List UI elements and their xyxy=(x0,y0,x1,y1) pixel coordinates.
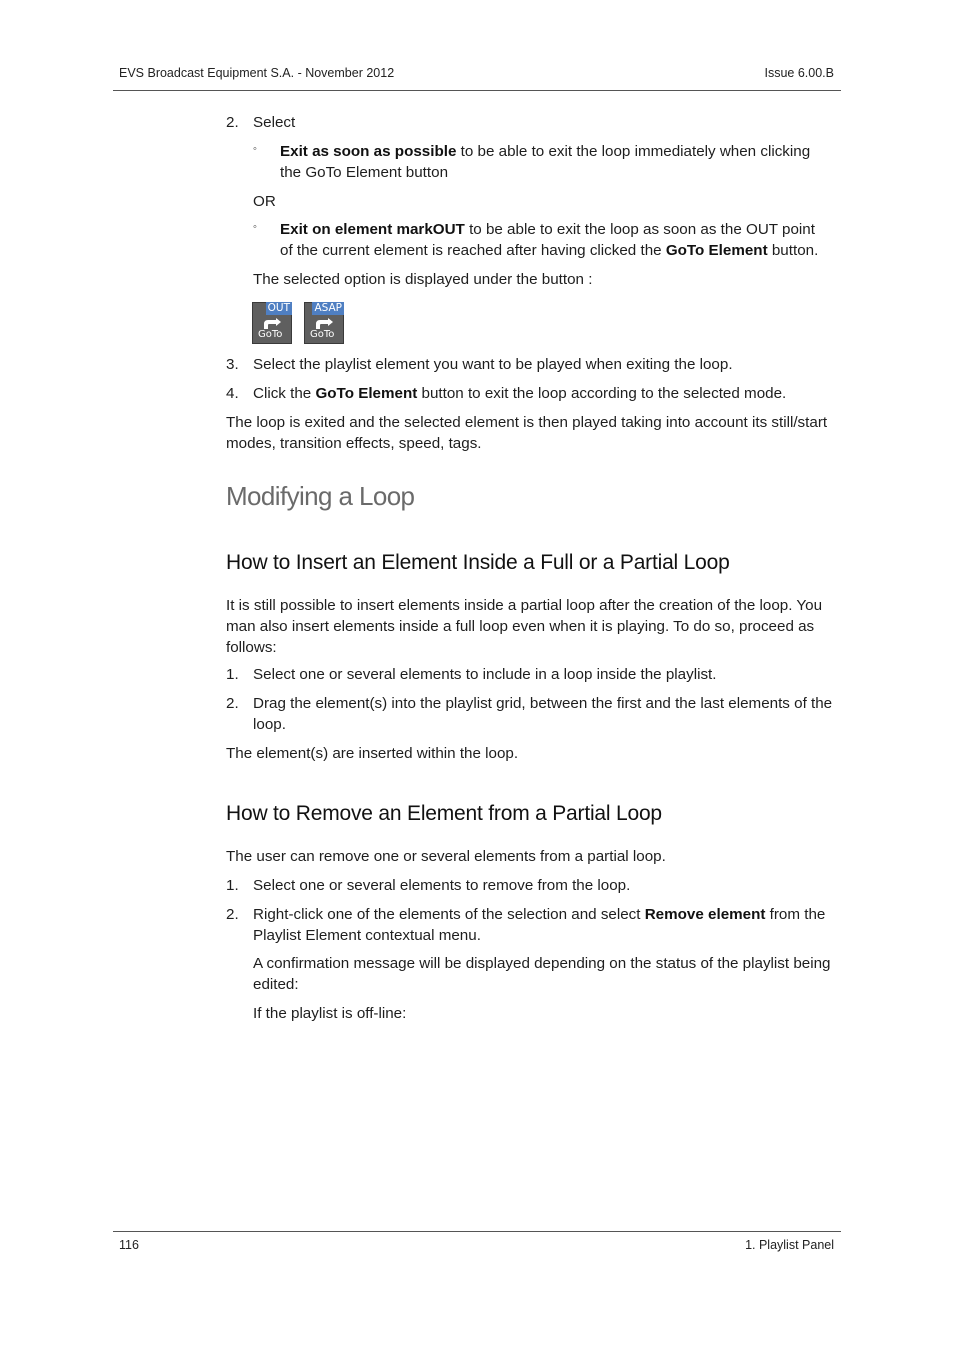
paragraph-line: A confirmation message will be displayed depending on the status of the playlist being xyxy=(253,955,831,972)
paragraph-line: Drag the element(s) into the playlist grid, between the first and the last elements of the xyxy=(253,695,833,712)
remove-intro: The user can remove one or several elements from a partial loop. xyxy=(226,848,666,865)
goto-element-bold: GoTo Element xyxy=(315,385,418,402)
section-title: Modifying a Loop xyxy=(226,481,415,511)
paragraph-line: It is still possible to insert elements inside a partial loop after the creation of the loop. You xyxy=(226,597,823,614)
insert-intro xyxy=(226,595,851,658)
goto-out-button xyxy=(252,302,292,344)
option-markout-bold: Exit on element markOUT xyxy=(280,221,465,238)
goto-element-bold: GoTo Element xyxy=(665,242,768,259)
paragraph-line: Playlist Element contextual menu. xyxy=(253,927,481,944)
paragraph-line: man also insert elements inside a full loop even when it is playing. To do so, proceed as xyxy=(226,618,815,635)
goto-label: GoTo xyxy=(310,329,335,340)
paragraph-line: modes, transition effects, speed, tags. xyxy=(226,435,482,452)
footer-section: 1. Playlist Panel xyxy=(745,1238,834,1252)
goto-label: GoTo xyxy=(258,329,283,340)
step-text: Select one or several elements to remove from the loop. xyxy=(253,877,631,894)
bullet-icon: ◦ xyxy=(253,221,257,233)
or-text: OR xyxy=(253,193,276,210)
selected-note: The selected option is displayed under the button : xyxy=(253,271,593,288)
bullet-icon: ◦ xyxy=(253,143,257,155)
loop-exit-note xyxy=(226,412,851,454)
paragraph-line: edited: xyxy=(253,976,299,993)
remove-element-bold: Remove element xyxy=(644,906,766,923)
step-number: 2. xyxy=(226,906,239,923)
page-number: 116 xyxy=(119,1238,139,1252)
option-asap-line2: the GoTo Element button xyxy=(280,164,449,181)
step-text-pre: Right-click one of the elements of the selection and select xyxy=(253,906,645,923)
paragraph-line: loop. xyxy=(253,716,286,733)
option-markout xyxy=(280,219,850,261)
step-number: 3. xyxy=(226,356,239,373)
step-text: Select xyxy=(253,114,296,131)
step-number: 2. xyxy=(226,114,239,131)
offline-note: If the playlist is off-line: xyxy=(253,1005,407,1022)
header-rule xyxy=(113,90,841,91)
option-asap-text: to be able to exit the loop immediately when clicking xyxy=(456,143,811,160)
confirm-note xyxy=(253,953,853,995)
step-number: 2. xyxy=(226,695,239,712)
goto-asap-button xyxy=(304,302,344,344)
option-asap-bold: Exit as soon as possible xyxy=(280,143,457,160)
remove-heading: How to Remove an Element from a Partial Loop xyxy=(226,802,662,825)
step-text-post: button to exit the loop according to the selected mode. xyxy=(417,385,787,402)
asap-tag: ASAP xyxy=(314,302,342,314)
step-number: 4. xyxy=(226,385,239,402)
insert-result: The element(s) are inserted within the loop. xyxy=(226,745,519,762)
option-asap xyxy=(280,141,850,183)
step-number: 1. xyxy=(226,877,239,894)
header-right: Issue 6.00.B xyxy=(764,66,834,80)
insert-heading: How to Insert an Element Inside a Full or a Partial Loop xyxy=(226,551,730,574)
step-text: Select one or several elements to include in a loop inside the playlist. xyxy=(253,666,717,683)
step-text: Select the playlist element you want to be played when exiting the loop. xyxy=(253,356,733,373)
footer-rule xyxy=(113,1231,841,1232)
step-text-pre: Click the xyxy=(253,385,316,402)
step-text xyxy=(253,383,786,404)
paragraph-line: The loop is exited and the selected element is then played taking into account its still/start xyxy=(226,414,828,431)
option-markout-text: to be able to exit the loop as soon as the OUT point xyxy=(464,221,815,238)
out-tag: OUT xyxy=(267,302,290,314)
header-left: EVS Broadcast Equipment S.A. - November 2012 xyxy=(119,66,395,80)
step-number: 1. xyxy=(226,666,239,683)
step-text-post: from the xyxy=(765,906,826,923)
step-text xyxy=(253,693,853,735)
paragraph-line: follows: xyxy=(226,639,277,656)
step-text xyxy=(253,904,853,946)
option-markout-line2-end: button. xyxy=(767,242,819,259)
option-markout-line2: of the current element is reached after having clicked the xyxy=(280,242,666,259)
